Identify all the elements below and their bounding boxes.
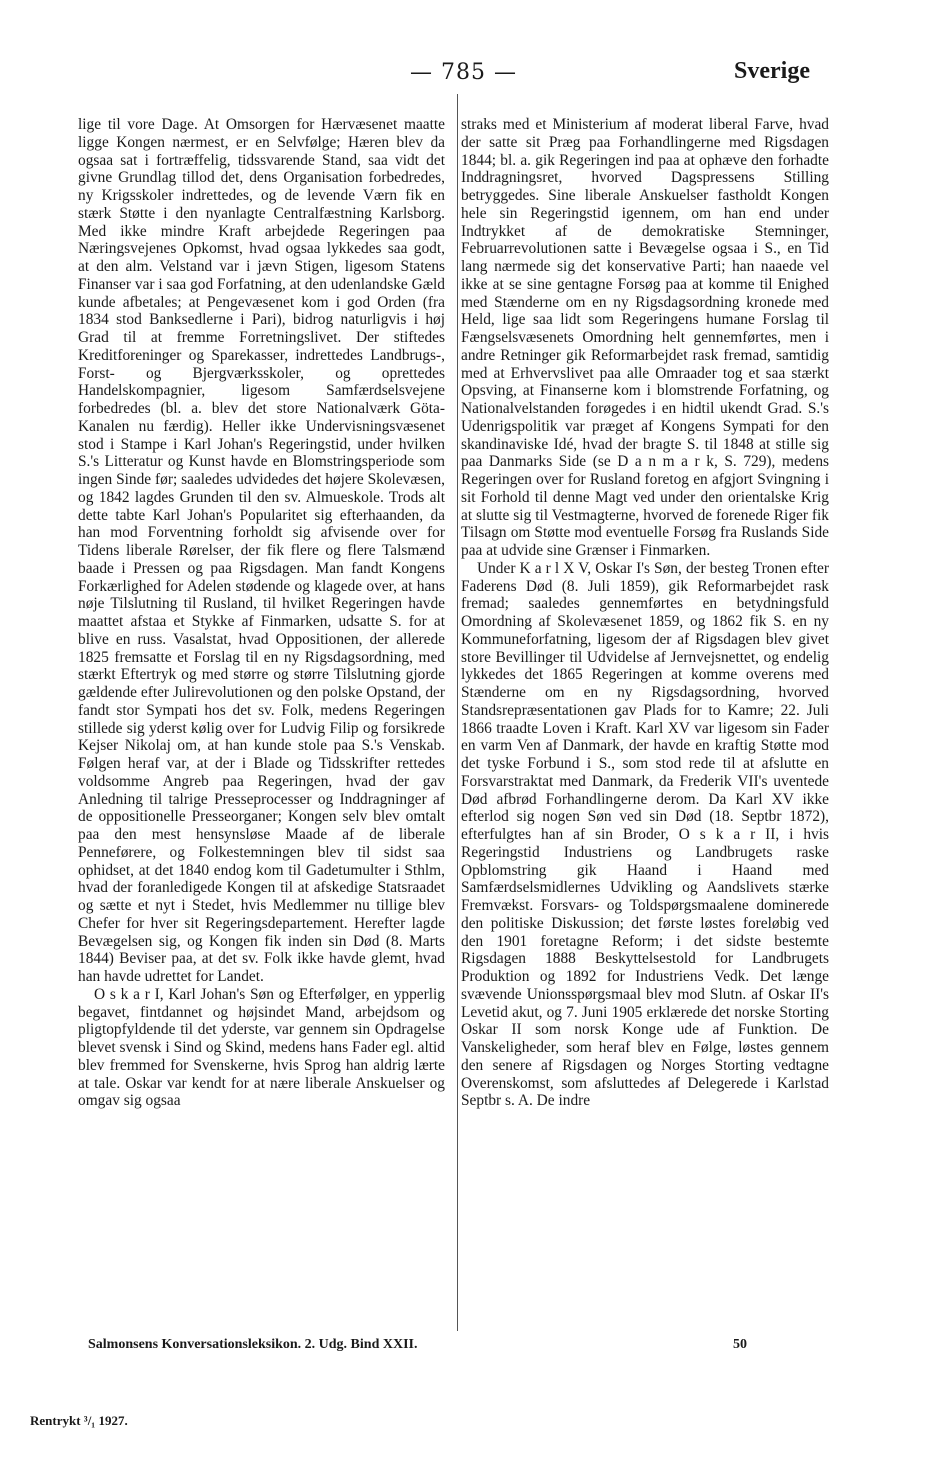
left-column bbox=[78, 116, 445, 1110]
page-title: Sverige bbox=[734, 58, 810, 84]
paragraph: straks med et Ministerium af moderat liberal Farve, hvad der satte sit Præg paa Forhandlingerne med Rigsdagen 1844; bl. a. gik Regeringen ind paa at ophæve den forhadte Inddragningsret, hvorved Dagspressens Stilling betryggedes. Sine liberale Anskuelser fastholdt Kongen hele sin Regeringstid igennem, om han end under Indtrykket af de demokratiske Stemninger, Februarrevolutionen satte i Bevægelse ogsaa i S., en Tid lang nærmede sig det konservative Parti; han naaede vel ikke at se sine gentagne Forsøg paa at komme til Enighed med Stænderne om en ny Rigsdagsordning kronede med Held, lige saa lidt som Regeringens humane Forslag til Fængselsvæsenets Omordning helt gennemførtes, men i andre Retninger gik Reformarbejdet rask fremad, samtidig med at Erhvervslivet paa alle Omraader tog et saa stærkt Opsving, at Finanserne kom i blomstrende Forfatning, og Nationalvelstanden forøgedes i en hidtil ukendt Grad. S.'s Udenrigspolitik var præget af Kongens Sympati for den skandinaviske Idé, hvad der bragte S. til 1848 at stille sig paa Danmarks Side (se D a n m a r k, S. 729), medens Regeringen over for Rusland foretog en afgjort Svingning i sit Forhold til denne Magt ved under den orientalske Krig at slutte sig til Vestmagterne, hvorved de forenede Riger fik Tilsagn om Støtte mod eventuelle Forsøg fra Ruslands Side paa at udvide sine Grænser i Finmarken. bbox=[461, 116, 829, 559]
paragraph: Under K a r l X V, Oskar I's Søn, der besteg Tronen efter Faderens Død (8. Juli 1859), gik Reformarbejdet rask fremad; saaledes gennemførtes en betydningsfuld Omordning af Skolevæsenet 1859, og 1862 fik S. en ny Kommuneforfatning, ligesom der af Rigsdagen blev givet store Bevillinger til Udvidelse af Jernvejsnettet, og endelig lykkedes det 1865 Regeringen at komme overens med Stænderne om en ny Rigsdagsordning, hvorved Standsrepræsentationen gav Plads for to Kamre; 22. Juli 1866 traadte Loven i Kraft. Karl XV var ligesom sin Fader en varm Ven af Danmark, der havde en kraftig Støtte mod det tyske Forbund i S., som stod rede til at afslutte en Forsvarstraktat med Danmark, da Frederik VII's uventede Død afbrød Forhandlingerne derom. Da Karl XV ikke efterlod sig nogen Søn ved sin Død (18. Septbr 1872), efterfulgtes han af sin Broder, O s k a r II, i hvis Regeringstid Industriens og Landbrugets raske Opblomstring gik Haand i Haand med Samfærdselsmidlernes Udvikling og Aandslivets stærke Fremvækst. Forsvars- og Toldspørgsmaalene dominerede den politiske Diskussion; det første løstes foreløbig ved den 1901 foretagne Reform; i det sidste bestemte Rigsdagen 1888 Beskyttelsestold for Landbrugets Produktion og 1892 for Industriens Vedk. Det længe svævende Unionsspørgsmaal blev mod Slutn. af Oskar II's Levetid akut, og 7. Juni 1905 erklærede det norske Storting Oskar II som norsk Konge ude af Funktion. De Vanskeligheder, som heraf blev en Følge, løstes gennem den senere af Rigsdagen og Norges Storting vedtagne Overenskomst, som afsluttedes af Delegerede i Karlstad Septbr s. A. De indre bbox=[461, 559, 829, 1110]
page-number: — 785 — bbox=[410, 60, 517, 85]
right-column bbox=[461, 116, 829, 1110]
paragraph: O s k a r I, Karl Johan's Søn og Efterfølger, en ypperlig begavet, fintdannet og højsindet Mand, arbejdsom og pligtopfyldende til det yderste, var gennem sin Opdragelse blevet svensk i Sind og Skind, medens hans Fader egl. altid blev fremmed for Svenskerne, hvis Sprog han aldrig lærte at tale. Oskar var kendt for at nære liberale Anskuelser og omgav sig ogsaa bbox=[78, 985, 445, 1110]
sheet-number: 50 bbox=[733, 1337, 747, 1352]
paragraph: lige til vore Dage. At Omsorgen for Hærvæsenet maatte ligge Kongen nærmest, er en Selvfølge; Hæren blev da ogsaa sat i fortræffelig, tidssvarende Stand, saa vidt det givne Grundlag tillod det, dens Organisation forbedredes, ny Krigsskoler indrettedes, og de levende Værn fik en stærk Støtte i den nyanlagte Centralfæstning Karlsborg. Med ikke mindre Kraft arbejdede Regeringen paa Næringsvejenes Opkomst, hvad ogsaa lykkedes saa godt, at den alm. Velstand var i jævn Stigen, ligesom Statens Finanser var i saa god Forfatning, at den udenlandske Gæld kunde afbetales; at Pengevæsenet kom i god Orden (fra 1834 stod Banksedlerne i Pari), bidrog naturligvis i høj Grad til at fremme Forretningslivet. Der stiftedes Kreditforeninger og Sparekasser, indrettedes Landbrugs-, Forst- og Bjergværksskoler, og oprettedes Handelskompagnier, ligesom Samfærdselsvejene forbedredes (bl. a. blev det store Nationalværk Göta-Kanalen nu færdig). Heller ikke Undervisningsvæsenet stod i Stampe i Karl Johan's Regeringstid, under hvilken S.'s Litteratur og Kunst havde en Blomstringsperiode som ingen Sinde før; saaledes udvidedes det højere Skolevæsen, og 1842 lagdes Grunden til den sv. Almueskole. Trods alt dette tabte Karl Johan's Popularitet sig efterhaanden, da han mod Forventning forholdt sig afvisende over for Tidens liberale Rørelser, der fik flere og flere Talsmænd baade i Pressen og paa Rigsdagen. Man fandt Kongens Forkærlighed for Adelen stødende og klagede over, at hans nøje Tilslutning til Rusland, til hvilket Regeringen havde maattet afstaa et Stykke af Finmarken, udsatte S. for at blive en russ. Vasalstat, hvad Oppositionen, der allerede 1825 fremsatte et Forslag til en ny Rigsdagsordning, med stærkt Eftertryk og med større og større Tilslutning gjorde gældende efter Julirevolutionen og den polske Opstand, der fandt stor Sympati hos det sv. Folk, medens Regeringen stillede sig yderst kølig over for Ludvig Filip og forsikrede Kejser Nikolaj om, at han kunde stole paa S.'s Venskab. Følgen heraf var, at der i Blade og Tidsskrifter rettedes voldsomme Angreb paa Regeringen, hvad der gav Anledning til talrige Presseprocesser og Inddragninger af de oppositionelle Presseorganer; Kongen selv blev omtalt paa den mest hensynsløse Maade af de liberale Penneførere, og Folkestemningen blev til sidst saa ophidset, at det 1840 endog kom til Gadetumulter i Sthlm, hvad der foranledigede Kongen til at afskedige Statsraadet og sætte et nyt i Stedet, hvis Medlemmer nu tillige blev Chefer for hver sit Regeringsdepartement. Herefter lagde Bevægelsen sig, og Kongen fik inden sin Død (8. Marts 1844) Beviser paa, at det sv. Folk ikke havde glemt, hvad han havde udrettet for Landet. bbox=[78, 116, 445, 985]
column-divider bbox=[457, 94, 458, 1331]
reprint-note: Rentrykt ³/₁ 1927. bbox=[30, 1413, 128, 1428]
source-footer: Salmonsens Konversationsleksikon. 2. Udg. Bind XXII. bbox=[88, 1337, 418, 1352]
